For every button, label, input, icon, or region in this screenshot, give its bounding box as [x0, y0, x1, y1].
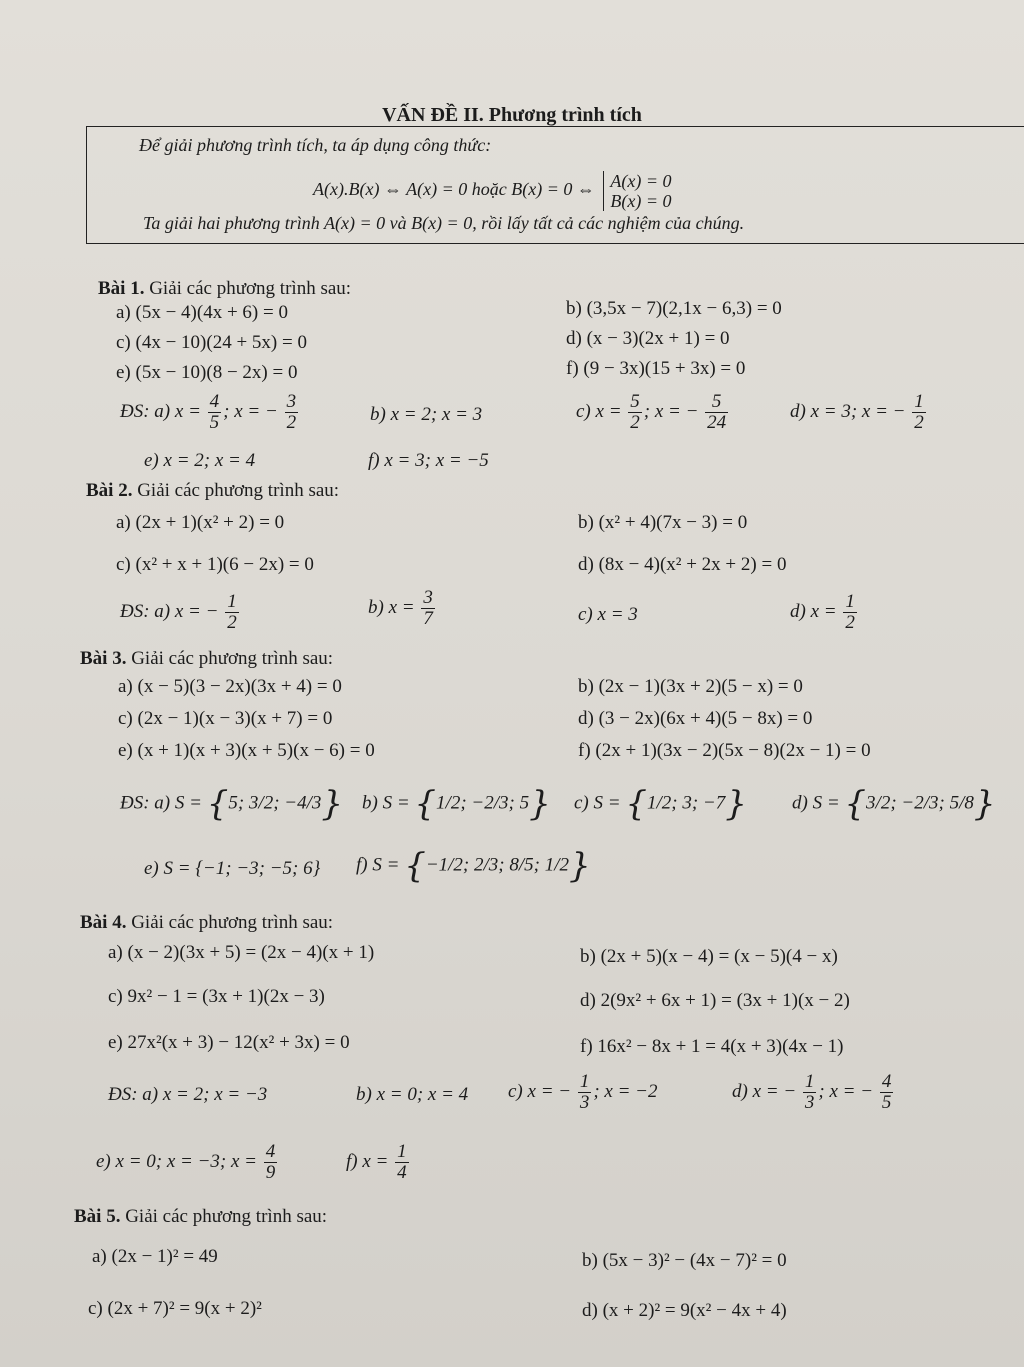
left-brace-icon: {	[844, 784, 867, 824]
numerator: 4	[881, 1071, 892, 1092]
answer-1c-part2: ; x = −	[643, 400, 699, 422]
answer-1d	[790, 392, 928, 433]
exercise-1b: b) (3,5x − 7)(2,1x − 6,3) = 0	[566, 298, 782, 319]
answer-3d	[792, 784, 996, 824]
exercise-5-heading	[74, 1206, 327, 1228]
answer-1f: f) x = 3; x = −5	[368, 450, 489, 471]
answer-3f-label: f) S =	[356, 854, 400, 876]
denominator: 2	[227, 611, 237, 633]
exercise-3-heading	[80, 648, 333, 670]
answer-2a-label: ĐS: a) x = −	[120, 600, 219, 622]
exercise-2-instruction: Giải các phương trình sau:	[137, 480, 340, 501]
answer-4b: b) x = 0; x = 4	[356, 1084, 469, 1105]
answer-4d-label: d) x = −	[732, 1080, 797, 1102]
denominator: 2	[286, 411, 297, 433]
exercise-1f: f) (9 − 3x)(15 + 3x) = 0	[566, 358, 746, 379]
fraction	[395, 1142, 409, 1183]
numerator: 1	[914, 391, 924, 412]
answer-3e: e) S = {−1; −3; −5; 6}	[144, 858, 321, 879]
exercise-1a: a) (5x − 4)(4x + 6) = 0	[116, 302, 288, 323]
answer-1a-part1: x =	[174, 400, 201, 422]
exercise-2d: d) (8x − 4)(x² + 2x + 2) = 0	[578, 554, 787, 575]
exercise-4c: c) 9x² − 1 = (3x + 1)(2x − 3)	[108, 986, 325, 1007]
exercise-4d: d) 2(9x² + 6x + 1) = (3x + 1)(x − 2)	[580, 990, 850, 1011]
left-brace-icon: {	[625, 784, 647, 824]
answer-4c-label: c) x = −	[508, 1080, 572, 1102]
right-brace-icon: }	[321, 784, 344, 824]
fraction	[880, 1072, 894, 1113]
exercise-2b: b) (x² + 4)(7x − 3) = 0	[578, 512, 748, 533]
answer-1c-label: c) x =	[576, 400, 622, 422]
exercise-4b: b) (2x + 5)(x − 4) = (x − 5)(4 − x)	[580, 946, 838, 967]
exercise-4-number: Bài 4.	[80, 912, 127, 933]
answer-3c-label: c) S =	[574, 792, 621, 814]
fraction	[705, 392, 728, 433]
denominator: 3	[804, 1091, 815, 1113]
exercise-1e: e) (5x − 10)(8 − 2x) = 0	[116, 362, 298, 383]
exercise-1c: c) (4x − 10)(24 + 5x) = 0	[116, 332, 307, 353]
numerator: 1	[579, 1071, 590, 1092]
left-brace-icon: {	[414, 784, 437, 824]
numerator: 5	[630, 391, 640, 412]
answer-2b	[368, 588, 437, 629]
denominator: 5	[881, 1091, 892, 1113]
answer-3b-label: b) S =	[362, 792, 410, 814]
exercise-4e: e) 27x²(x + 3) − 12(x² + 3x) = 0	[108, 1032, 350, 1053]
denominator: 24	[707, 411, 727, 433]
exercise-3a: a) (x − 5)(3 − 2x)(3x + 4) = 0	[118, 676, 342, 697]
numerator: 1	[845, 591, 855, 612]
fraction	[264, 1142, 278, 1183]
answer-4e	[96, 1142, 279, 1183]
answer-3c-set: 1/2; 3; −7	[646, 792, 726, 814]
denominator: 7	[423, 607, 433, 629]
answer-4f	[346, 1142, 411, 1183]
left-brace-icon: {	[206, 784, 229, 824]
exercise-5-instruction: Giải các phương trình sau:	[125, 1206, 328, 1227]
answer-4a: ĐS: a) x = 2; x = −3	[108, 1084, 268, 1105]
numerator: 1	[804, 1071, 815, 1092]
answer-1e: e) x = 2; x = 4	[144, 450, 256, 471]
answer-1c	[576, 392, 730, 433]
answer-2d	[790, 592, 859, 633]
answer-4f-label: f) x =	[346, 1150, 389, 1172]
fraction	[912, 392, 926, 433]
answer-3d-set: 3/2; −2/3; 5/8	[866, 792, 974, 814]
answer-label: ĐS: a)	[120, 400, 171, 422]
numerator: 5	[705, 392, 728, 413]
exercise-5a: a) (2x − 1)² = 49	[92, 1246, 218, 1267]
fraction	[285, 392, 299, 433]
exercise-3c: c) (2x − 1)(x − 3)(x + 7) = 0	[118, 708, 333, 729]
answer-4d-part2: ; x = −	[818, 1080, 874, 1102]
fraction	[421, 588, 435, 629]
denominator: 2	[630, 411, 640, 433]
answer-2a	[120, 592, 241, 633]
formula-case-1: A(x) = 0	[610, 171, 672, 191]
answer-4d	[732, 1072, 895, 1113]
exercise-2a: a) (2x + 1)(x² + 2) = 0	[116, 512, 285, 533]
answer-2c: c) x = 3	[578, 604, 638, 625]
answer-1d-label: d) x = 3; x = −	[790, 400, 906, 422]
numerator: 4	[265, 1141, 276, 1162]
exercise-1d: d) (x − 3)(2x + 1) = 0	[566, 328, 730, 349]
answer-3a	[120, 784, 343, 824]
exercise-5d: d) (x + 2)² = 9(x² − 4x + 4)	[582, 1300, 787, 1321]
exercise-3-number: Bài 3.	[80, 648, 127, 669]
exercise-3b: b) (2x − 1)(3x + 2)(5 − x) = 0	[578, 676, 803, 697]
answer-3f	[356, 846, 591, 886]
fraction	[225, 592, 239, 633]
exercise-3d: d) (3 − 2x)(6x + 4)(5 − 8x) = 0	[578, 708, 813, 729]
exercise-2c: c) (x² + x + 1)(6 − 2x) = 0	[116, 554, 314, 575]
fraction	[578, 1072, 592, 1113]
formula-cases	[603, 171, 671, 211]
answer-1a-part2: ; x = −	[223, 400, 278, 422]
answer-3f-set: −1/2; 2/3; 8/5; 1/2	[425, 854, 569, 876]
fraction	[843, 592, 857, 633]
answer-3a-label: ĐS: a) S =	[120, 792, 202, 814]
exercise-4-instruction: Giải các phương trình sau:	[131, 912, 334, 933]
numerator: 4	[209, 391, 220, 412]
exercise-3f: f) (2x + 1)(3x − 2)(5x − 8)(2x − 1) = 0	[578, 740, 871, 761]
intro-conclusion: Ta giải hai phương trình A(x) = 0 và B(x) = 0, rồi lấy tất cả các nghiệm của chúng.	[143, 213, 745, 233]
right-brace-icon: }	[973, 784, 996, 824]
numerator: 1	[397, 1141, 407, 1162]
answer-2d-label: d) x =	[790, 600, 837, 622]
exercise-2-number: Bài 2.	[86, 480, 133, 501]
exercise-4a: a) (x − 2)(3x + 5) = (2x − 4)(x + 1)	[108, 942, 375, 963]
formula-line	[313, 171, 671, 211]
exercise-1-number: Bài 1.	[98, 278, 145, 299]
numerator: 3	[423, 587, 433, 608]
answer-4c-part2: ; x = −2	[593, 1080, 658, 1102]
answer-3b-set: 1/2; −2/3; 5	[436, 792, 530, 814]
exercise-5b: b) (5x − 3)² − (4x − 7)² = 0	[582, 1250, 787, 1271]
answer-4e-label: e) x = 0; x = −3; x =	[96, 1150, 257, 1172]
section-title: VẤN ĐỀ II. Phương trình tích	[382, 104, 642, 126]
exercise-2-heading	[86, 480, 339, 502]
answer-3c	[574, 784, 747, 824]
right-brace-icon: }	[529, 784, 551, 824]
denominator: 4	[397, 1161, 407, 1183]
denominator: 3	[579, 1091, 590, 1113]
denominator: 2	[914, 411, 924, 433]
exercise-3-instruction: Giải các phương trình sau:	[131, 648, 334, 669]
denominator: 5	[209, 411, 220, 433]
answer-2b-label: b) x =	[368, 596, 415, 618]
right-brace-icon: }	[569, 846, 591, 886]
exercise-1-heading	[98, 278, 351, 300]
exercise-4-heading	[80, 912, 333, 934]
exercise-4f: f) 16x² − 8x + 1 = 4(x + 3)(4x − 1)	[580, 1036, 844, 1057]
formula-case-2: B(x) = 0	[610, 191, 672, 211]
denominator: 9	[265, 1161, 276, 1183]
answer-3b	[362, 784, 551, 824]
answer-1b: b) x = 2; x = 3	[370, 404, 483, 425]
fraction	[208, 392, 222, 433]
numerator: 1	[227, 591, 237, 612]
exercise-1-answers-row1	[120, 392, 300, 433]
denominator: 2	[845, 611, 855, 633]
fraction	[803, 1072, 817, 1113]
answer-3a-set: 5; 3/2; −4/3	[228, 792, 322, 814]
exercise-5c: c) (2x + 7)² = 9(x + 2)²	[88, 1298, 262, 1319]
formula-left: A(x).B(x) ⇔ A(x) = 0 hoặc B(x) = 0 ⇔	[313, 179, 595, 200]
intro-line: Để giải phương trình tích, ta áp dụng công thức:	[139, 135, 492, 155]
numerator: 3	[286, 391, 297, 412]
answer-4c	[508, 1072, 658, 1113]
exercise-5-number: Bài 5.	[74, 1206, 121, 1227]
left-brace-icon: {	[404, 846, 426, 886]
formula-box	[86, 126, 1024, 244]
right-brace-icon: }	[725, 784, 747, 824]
exercise-3e: e) (x + 1)(x + 3)(x + 5)(x − 6) = 0	[118, 740, 375, 761]
fraction	[628, 392, 642, 433]
answer-3d-label: d) S =	[792, 792, 840, 814]
exercise-1-instruction: Giải các phương trình sau:	[149, 278, 352, 299]
